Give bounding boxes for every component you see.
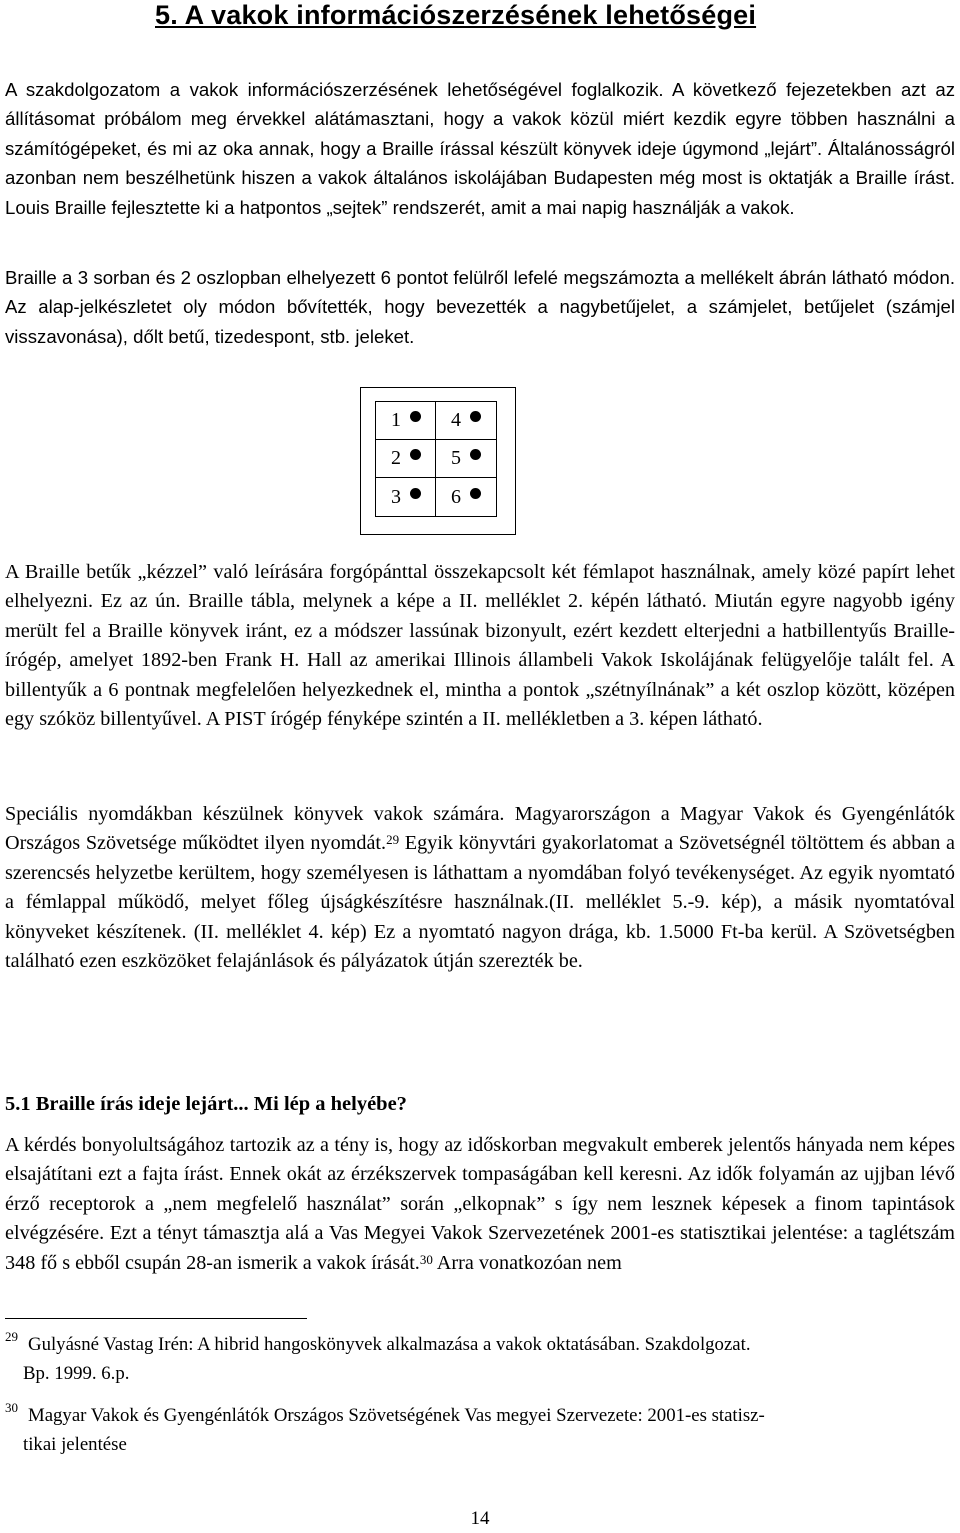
braille-dot-icon	[410, 449, 421, 460]
braille-dot-cell: 2	[376, 440, 436, 478]
chapter-title: 5. A vakok információszerzésének lehetőségei	[155, 0, 757, 30]
footnote: $^{30}$ Magyar Vakok és Gyengénlátók Országos Szövetségének Vas megyei Szervezete: 2001-es statisz- tikai jelentése	[5, 1400, 765, 1455]
braille-cell-grid	[375, 401, 497, 517]
braille-dot-icon	[470, 488, 481, 499]
braille-dot-cell: 5	[436, 440, 496, 478]
braille-dot-icon	[410, 411, 421, 422]
braille-dot-icon	[470, 449, 481, 460]
braille-dot-icon	[410, 488, 421, 499]
paragraph-braille-decline: A kérdés bonyolultságához tartozik az a tény is, hogy az időskorban megvakult emberek jelentős hányada nem képes elsajátítani ezt a fajta írást. Ennek okát az érzékszervek tompaságában kell keresni. Az idők folyamán az ujjban lévő érző receptorok a „nem megfelelő használat” során „elkopnak” s így nem lesznek képesek a finom tapintások elvégzésére. Ezt a tényt támasztja alá a Vas Megyei Vakok Szervezetének 2001-es statisztikai jelentése: a taglétszám 348 fő s ebből csupán 28-an ismerik a vakok írását.$^{30}$ Arra vonatkozóan nem	[5, 1134, 955, 1274]
braille-cell-figure	[360, 387, 516, 535]
paragraph-intro: A szakdolgozatom a vakok információszerzésének lehetőségével foglalkozik. A következő fejezetekben azt az állításomat próbálom meg érvekkel alátámasztani, hogy a vakok közül miért kezdik egyre többen használni a számítógépeket, és mi az oka annak, hogy a Braille írással készült könyvek ideje úgymond „lejárt”. Általánosságról azonban nem beszélhetünk hiszen a vakok általános iskolájában Budapesten még most is oktatják a Braille írást. Louis Braille fejlesztette ki a hatpontos „sejtek” rendszerét, amit a mai napig használják a vakok.	[5, 79, 955, 218]
braille-dot-icon	[470, 411, 481, 422]
footnote-divider	[5, 1318, 307, 1319]
section-title: 5.1 Braille írás ideje lejárt... Mi lép a helyébe?	[5, 1093, 407, 1115]
footnote-ref: 30	[419, 1251, 433, 1267]
page-number: 14	[470, 1508, 490, 1529]
paragraph-printing: Speciális nyomdákban készülnek könyvek vakok számára. Magyarországon a Magyar Vakok és Gyengénlátók Országos Szövetsége működtet ilyen nyomdát.$^{29}$ Egyik könyvtári gyakorlatomat a Szövetségnél töltöttem és abban a szerencsés helyzetbe kerültem, hogy személyesen is láthattam a nyomdában folyó tevékenységet. Az egyik nyomtató a fémlappal működő, melyet főleg újságkészítésre használnak.(II. melléklet 5.-9. kép), a másik nyomtatóval könyveket készítenek. (II. melléklet 4. kép) Ez a nyomtató nagyon drága, kb. 1.5000 Ft-ba kerül. A Szövetségben található ezen eszközöket felajánlások és pályázatok útján szerezték be.	[5, 803, 956, 973]
braille-dot-cell: 1	[376, 402, 436, 440]
braille-dot-cell: 3	[376, 478, 436, 516]
braille-dot-cell: 4	[436, 402, 496, 440]
paragraph-braille-numbering: Braille a 3 sorban és 2 oszlopban elhelyezett 6 pontot felülről lefelé megszámozta a mellékelt ábrán látható módon. Az alap-jelkészletet oly módon bővítették, hogy bevezették a nagybetűjelet, a számjelet, betűjelet (számjel visszavonása), dőlt betű, tizedespont, stb. jeleket.	[5, 267, 955, 347]
braille-dot-cell: 6	[436, 478, 496, 516]
paragraph-braille-tools: A Braille betűk „kézzel” való leírására forgópánttal összekapcsolt két fémlapot használnak, amely közé papírt lehet elhelyezni. Ez az ún. Braille tábla, melynek a képe a II. melléklet 2. képén látható. Miután egyre nagyobb igény merült fel a Braille könyvek iránt, ez a módszer lassúnak bizonyult, ezért kezdett elterjedni a hatbillentyűs Braille-írógép, amelyet 1892-ben Frank H. Hall az amerikai Illinois állambeli Vakok Iskolájának felügyelője talált fel. A billentyűk a 6 pontnak megfelelően helyezkednek el, mintha a pontok „szétnyílnának” a két oszlop között, középen egy szóköz billentyűvel. A PIST írógép fényképe szintén a II. mellékletben a 3. képen látható.	[5, 561, 955, 731]
footnote: $^{29}$ Gulyásné Vastag Irén: A hibrid hangoskönyvek alkalmazása a vakok oktatásában. Szakdolgozat. Bp. 1999. 6.p.	[5, 1329, 751, 1384]
footnote-ref: 29	[386, 832, 400, 848]
